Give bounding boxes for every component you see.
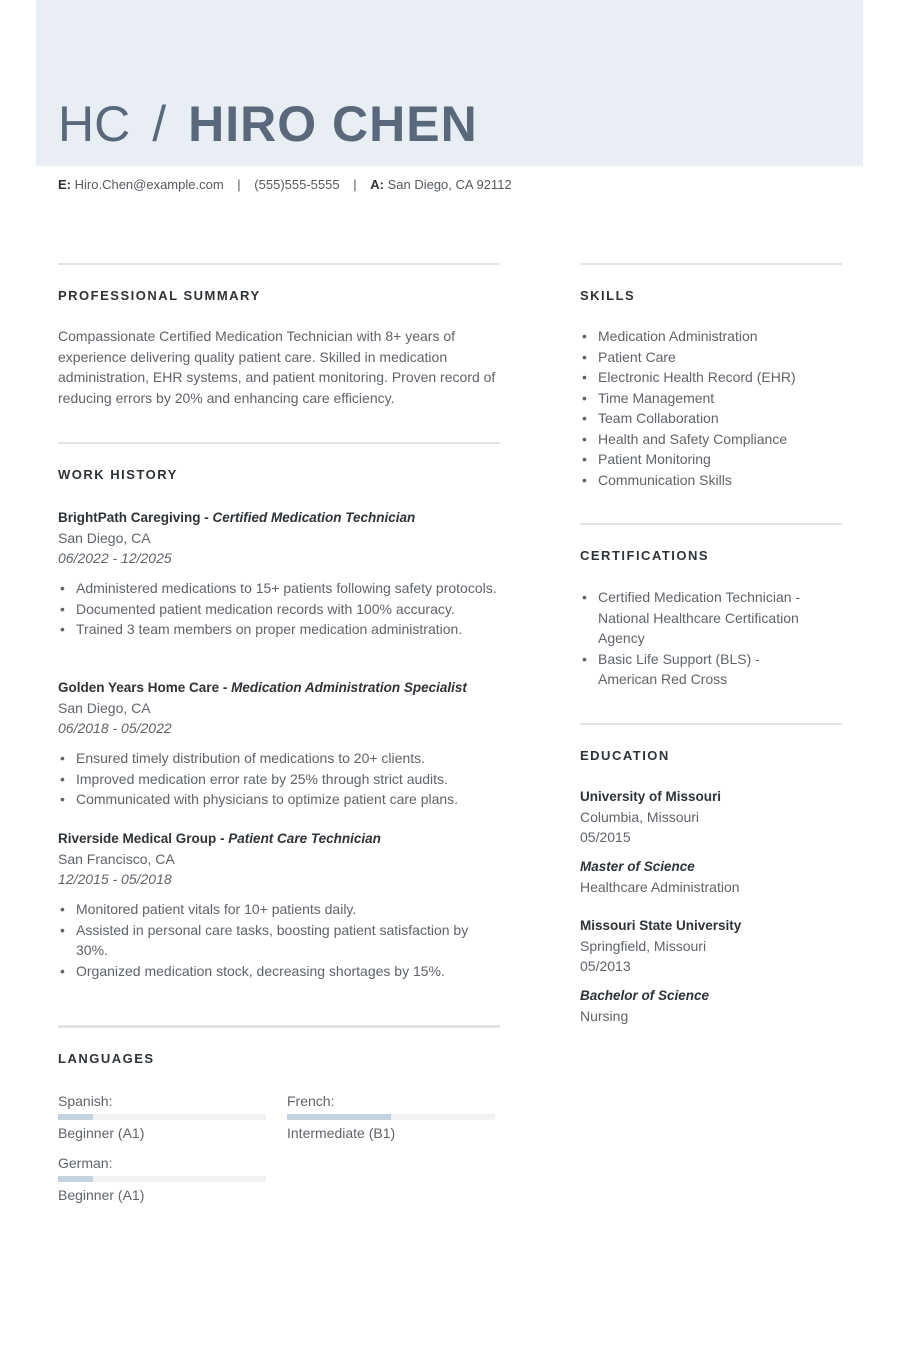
- skill-item: • Communication Skills: [580, 470, 842, 491]
- education-entry: [580, 916, 842, 1026]
- work-history-heading: WORK HISTORY: [58, 467, 178, 482]
- education-degree: Master of Science: [580, 859, 695, 874]
- skill-item: • Electronic Health Record (EHR): [580, 367, 842, 388]
- email-label: E:: [58, 177, 71, 192]
- language-name: German:: [58, 1155, 113, 1171]
- skill-item: • Health and Safety Compliance: [580, 429, 842, 450]
- job-title-line: [58, 678, 498, 698]
- name-line: [58, 92, 478, 156]
- job-bullet: • Organized medication stock, decreasing shortages by 15%.: [58, 961, 498, 982]
- language-bar: [287, 1114, 495, 1120]
- language-entry: [58, 1091, 266, 1143]
- full-name: HIRO CHEN: [188, 96, 478, 152]
- skill-item: • Team Collaboration: [580, 408, 842, 429]
- name-slash: /: [152, 96, 167, 152]
- summary-text: Compassionate Certified Medication Technician with 8+ years of experience delivering quality patient care. Skilled in medication administration, EHR systems, and patient monitoring. Proven record of reducing errors by 20% and enhancing care efficiency.: [58, 328, 496, 406]
- job-dash: -: [200, 510, 213, 525]
- job-role: Certified Medication Technician: [212, 510, 416, 525]
- section-divider: [580, 523, 842, 525]
- initials: HC: [58, 96, 131, 152]
- skills-heading: SKILLS: [580, 288, 636, 303]
- language-name: French:: [287, 1093, 335, 1109]
- job-entry: [58, 508, 498, 640]
- skill-item: • Medication Administration: [580, 326, 842, 347]
- job-role: Medication Administration Specialist: [231, 680, 467, 695]
- job-role: Patient Care Technician: [228, 831, 381, 846]
- certification-item: • Certified Medication Technician - National Healthcare Certification Agency: [580, 587, 812, 649]
- job-dates: 06/2022 - 12/2025: [58, 550, 172, 566]
- language-entry: [287, 1091, 495, 1143]
- job-bullet: • Administered medications to 15+ patients following safety protocols.: [58, 578, 498, 599]
- language-bar: [58, 1114, 266, 1120]
- skill-item: • Patient Care: [580, 347, 842, 368]
- job-bullet: • Trained 3 team members on proper medication administration.: [58, 619, 498, 640]
- language-entry: [58, 1153, 266, 1205]
- certifications-heading: CERTIFICATIONS: [580, 548, 710, 563]
- job-dates: 12/2015 - 05/2018: [58, 871, 172, 887]
- job-bullets: [58, 748, 498, 810]
- education-field: Healthcare Administration: [580, 879, 740, 895]
- address: San Diego, CA 92112: [387, 177, 512, 192]
- job-bullets: [58, 578, 498, 640]
- job-company: BrightPath Caregiving: [58, 510, 201, 525]
- phone-number[interactable]: (555)555-5555: [254, 177, 340, 192]
- contact-line: [58, 176, 512, 194]
- job-location: San Francisco, CA: [58, 851, 175, 867]
- job-entry: [58, 678, 498, 810]
- section-divider: [58, 442, 500, 444]
- contact-separator: |: [237, 177, 241, 192]
- job-dates: 06/2018 - 05/2022: [58, 720, 172, 736]
- language-bar-fill: [58, 1114, 93, 1120]
- education-field: Nursing: [580, 1008, 629, 1024]
- education-school: Missouri State University: [580, 918, 742, 933]
- education-entry: [580, 787, 842, 897]
- job-bullets: [58, 899, 498, 981]
- language-bar: [58, 1176, 266, 1182]
- education-date: 05/2013: [580, 958, 631, 974]
- job-bullet: • Communicated with physicians to optimize patient care plans.: [58, 789, 498, 810]
- section-divider: [58, 1025, 500, 1028]
- job-bullet: • Ensured timely distribution of medications to 20+ clients.: [58, 748, 498, 769]
- language-level: Intermediate (B1): [287, 1125, 396, 1141]
- skill-item: • Patient Monitoring: [580, 449, 842, 470]
- language-level: Beginner (A1): [58, 1187, 145, 1203]
- certification-item: • Basic Life Support (BLS) - American Red Cross: [580, 649, 812, 690]
- job-company: Golden Years Home Care: [58, 680, 220, 695]
- education-location: Columbia, Missouri: [580, 809, 700, 825]
- job-bullet: • Monitored patient vitals for 10+ patients daily.: [58, 899, 498, 920]
- certifications-list: [580, 587, 812, 690]
- languages-heading: LANGUAGES: [58, 1051, 155, 1066]
- education-school: University of Missouri: [580, 789, 722, 804]
- education-degree: Bachelor of Science: [580, 988, 710, 1003]
- job-company: Riverside Medical Group: [58, 831, 217, 846]
- contact-separator: |: [353, 177, 357, 192]
- job-bullet: • Improved medication error rate by 25% through strict audits.: [58, 769, 498, 790]
- language-level: Beginner (A1): [58, 1125, 145, 1141]
- skills-list: [580, 326, 842, 490]
- email-link[interactable]: Hiro.Chen@example.com: [74, 177, 224, 192]
- job-bullet: • Assisted in personal care tasks, boosting patient satisfaction by 30%.: [58, 920, 498, 961]
- job-title-line: [58, 829, 498, 849]
- job-title-line: [58, 508, 498, 528]
- education-location: Springfield, Missouri: [580, 938, 707, 954]
- language-name: Spanish:: [58, 1093, 113, 1109]
- job-dash: -: [219, 680, 232, 695]
- address-label: A:: [370, 177, 384, 192]
- section-divider: [58, 263, 500, 265]
- education-heading: EDUCATION: [580, 748, 670, 763]
- education-date: 05/2015: [580, 829, 631, 845]
- skill-item: • Time Management: [580, 388, 842, 409]
- job-entry: [58, 829, 498, 981]
- section-divider: [580, 263, 842, 265]
- summary-heading: PROFESSIONAL SUMMARY: [58, 288, 261, 303]
- section-divider: [580, 723, 842, 725]
- language-bar-fill: [287, 1114, 391, 1120]
- job-bullet: • Documented patient medication records with 100% accuracy.: [58, 599, 498, 620]
- job-location: San Diego, CA: [58, 700, 151, 716]
- language-bar-fill: [58, 1176, 93, 1182]
- job-location: San Diego, CA: [58, 530, 151, 546]
- job-dash: -: [216, 831, 229, 846]
